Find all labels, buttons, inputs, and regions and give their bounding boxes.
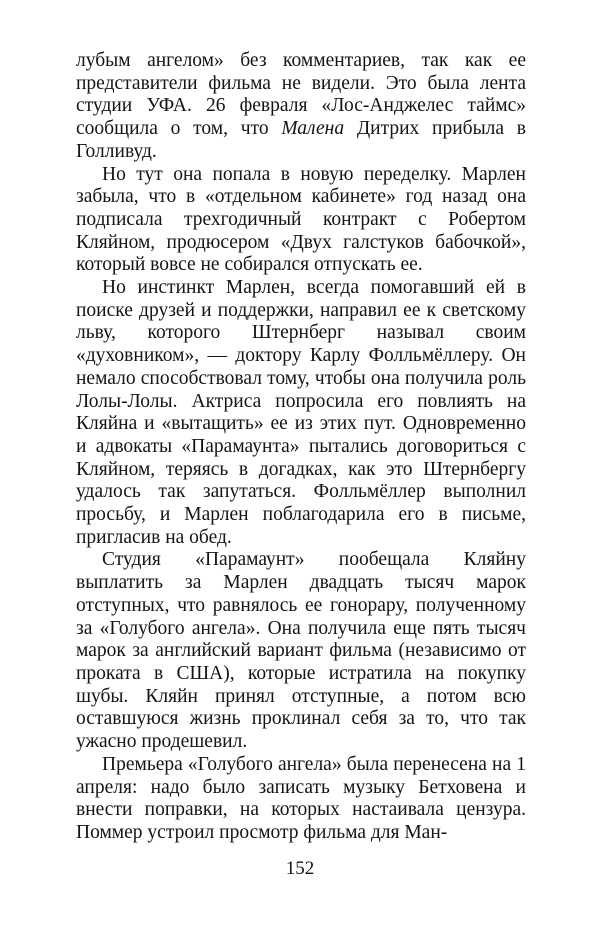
page-number: 152 xyxy=(285,858,315,879)
italic-name-malena: Малена xyxy=(281,118,345,140)
paragraph-1-text-b: Дитрих прибыла в Голливуд. xyxy=(76,118,527,162)
paragraph-2: Но тут она попала в новую переделку. Марлен забыла, что в «отдельном кабинете» год назад она подписала трехгодичный контракт с Робертом Кляйном, продюсером «Двух галстуков бабочкой», который вовсе не собирался отпускать ее. xyxy=(76,163,526,276)
paragraph-4: Студия «Парамаунт» пообещала Кляйну выплатить за Марлен двадцать тысяч марок отступных, что равнялось ее гонорару, полученному за «Голубого ангела». Она получила еще пять тысяч марок за английский вариант фильма (независимо от проката в США), которые истратила на покупку шубы. Кляйн принял отступные, а потом всю оставшуюся жизнь проклинал себя за то, что так ужасно продешевил. xyxy=(76,549,526,753)
paragraph-1 xyxy=(76,50,526,164)
book-page-text xyxy=(76,50,526,845)
paragraph-3: Но инстинкт Марлен, всегда помогавший ей в поиске друзей и поддержки, направил ее к светскому льву, которого Штернберг называл своим «духовником», — доктору Карлу Фолльмёллеру. Он немало способствовал тому, чтобы она получила роль Лолы-Лолы. Актриса попросила его повлиять на Кляйна и «вытащить» ее из этих пут. Одновременно и адвокаты «Парамаунта» пытались договориться с Кляйном, теряясь в догадках, как это Штернбергу удалось так запутаться. Фолльмёллер выполнил просьбу, и Марлен поблагодарила его в письме, пригласив на обед. xyxy=(76,277,526,548)
paragraph-1-text-a: лубым ангелом» без комментариев, так как ее представители фильма не видели. Это была лента студии УФА. 26 февраля «Лос-Анджелес таймс» сообщила о том, что xyxy=(76,50,526,140)
paragraph-5: Премьера «Голубого ангела» была перенесена на 1 апреля: надо было записать музыку Бетховена и внести поправки, на которых настаивала цензура. Поммер устроил просмотр фильма для Ман- xyxy=(76,753,526,843)
